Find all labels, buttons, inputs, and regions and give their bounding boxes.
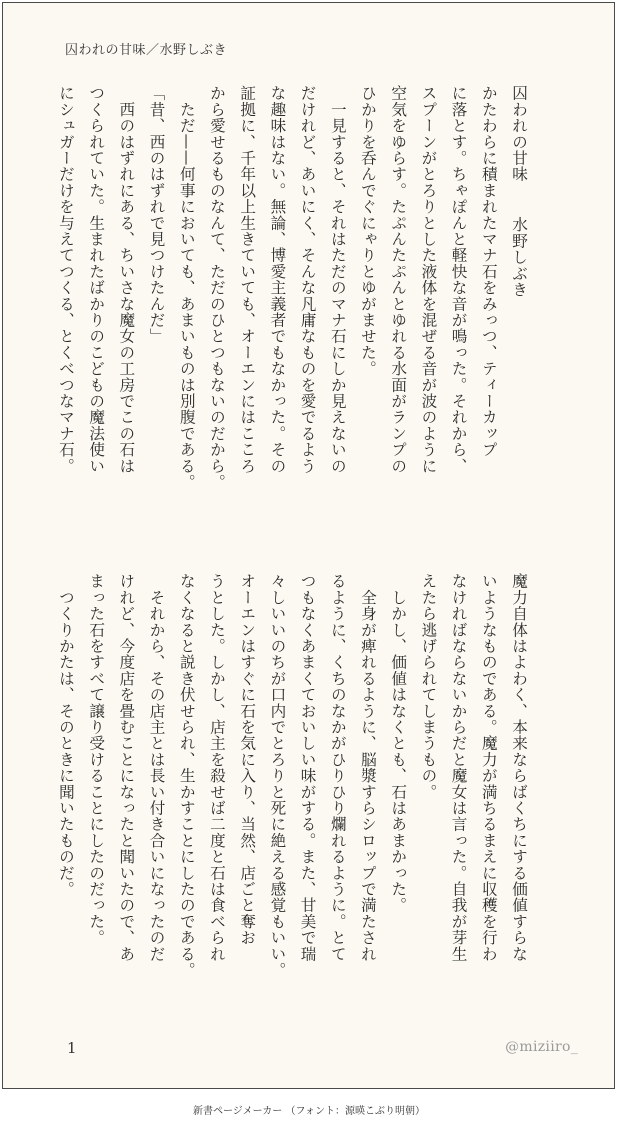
text-line: ただ——何事においても、あまいものは別腹である。: [177, 85, 196, 490]
text-line: なくなると説き伏せられ、生かすことにしたのである。: [177, 573, 196, 978]
running-header: 囚われの甘味／水野しぶき: [65, 43, 228, 58]
text-line: 「昔、西のはずれで見つけたんだ」: [147, 85, 166, 345]
text-line: まった石をすべて譲り受けることにしたのだった。: [87, 573, 106, 946]
text-line: 一見すると、それはただのマナ石にしか見えないの: [328, 85, 347, 474]
text-line: スプーンがとろりとした液体を混ぜる音が波のように: [419, 85, 438, 474]
text-line: つくりかたは、そのときに聞いたものだ。: [56, 573, 75, 897]
text-line: ひかりを呑んでぐにゃりとゆがませた。: [358, 85, 377, 377]
text-line: 証拠に、千年以上生きていても、オーエンにはこころ: [238, 85, 257, 474]
text-line: から愛せるものなんて、ただのひとつもないのだから。: [207, 85, 226, 490]
text-line: な趣味はない。無論、博愛主義者でもなかった。その: [268, 85, 287, 474]
title-line: [504, 85, 534, 521]
text-line: なければならないからだと魔女は言った。自我が芽生: [449, 573, 468, 962]
text-line: にシュガーだけを与えてつくる、とくべつなマナ石。: [56, 85, 75, 474]
book-page: [2, 2, 615, 1089]
text-line: つくられていた。生まれたばかりのこどもの魔法使い: [87, 85, 106, 474]
text-line: かたわらに積まれたマナ石をみっつ、ティーカップ: [479, 85, 498, 458]
generator-credit: 新書ページメーカー （フォント：源暎こぶり明朝）: [193, 1106, 425, 1117]
text-column-bottom: [56, 573, 534, 1009]
text-line: いようなものである。魔力が満ちるまえに収穫を行わ: [479, 573, 498, 962]
story-title: 囚われの甘味: [510, 85, 528, 183]
text-line: けれど、今度店を畳むことになったと聞いたので、あ: [117, 573, 136, 962]
text-line: るように、くちのなかがひりひり爛れるように。とて: [328, 573, 347, 962]
page-number: 1: [67, 1039, 77, 1057]
text-line: それから、その店主とは長い付き合いになったのだ: [147, 573, 166, 962]
text-column-top: [56, 85, 534, 521]
text-line: 空気をゆらす。たぷんたぷんとゆれる水面がランプの: [389, 85, 408, 474]
text-line: だけれど、あいにく、そんな凡庸なものを愛でるよう: [298, 85, 317, 474]
text-line: 魔力自体はよわく、本来ならばくちにする価値すらな: [510, 573, 528, 962]
story-author: 水野しぶき: [510, 216, 528, 298]
text-line: 々しいいのちが口内でとろりと死に絶える感覚もいい。: [268, 573, 287, 978]
text-line: 西のはずれにある、ちいさな魔女の工房でこの石は: [117, 85, 136, 474]
text-line: つもなくあまくておいしい味がする。また、甘美で瑞: [298, 573, 317, 962]
text-line: に落とす。ちゃぽんと軽快な音が鳴った。それから、: [449, 85, 468, 474]
text-line: うとした。しかし、店主を殺せば二度と石は食べられ: [207, 573, 226, 962]
text-line: しかし、価値はなくとも、石はあまかった。: [389, 573, 408, 914]
text-line: えたら逃げられてしまうもの。: [419, 573, 438, 800]
text-line: オーエンはすぐに石を気に入り、当然、店ごと奪お: [238, 573, 257, 946]
author-handle: @miziiro_: [505, 1039, 578, 1055]
text-line: 全身が痺れるように、脳漿すらシロップで満たされ: [358, 573, 377, 962]
